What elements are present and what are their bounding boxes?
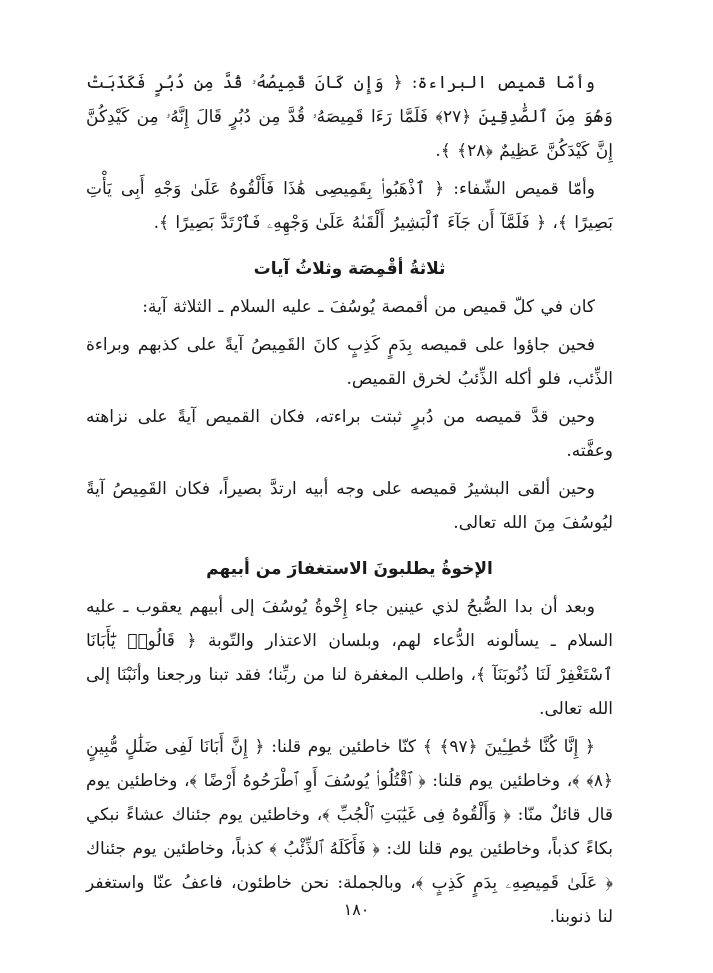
section-heading-brothers-seek-forgiveness: الإخوةُ يطلبونَ الاستغفارَ من أبيهم: [206, 559, 493, 579]
paragraph-second-sign: وحين قدَّ قميصه من دُبرٍ ثبتت براءته، فكان القميص آيةً على نزاهته وعفَّته.: [86, 407, 613, 461]
paragraph-brothers-request: وبعد أن بدا الصُّبحُ لذي عينين جاء إِخْوةُ يُوسُفَ إلى أبيهم يعقوب ـ عليه السلام ـ يسألونه الدُّعاء لهم، وبلسان الاعتذار والتّوبة ﴿ قَالُوا۟ يَٰٓأَبَانَا ٱسْتَغْفِرْ لَنَا ذُنُوبَنَآ ﴾، واطلب المغفرة لنا من ربِّنا؛ فقد تبنا ورجعنا وأنَبْنَا إلى الله تعالى.: [86, 597, 613, 719]
section-heading-three-shirts: ثلاثةُ أقْمِصَة وثلاثُ آيات: [253, 259, 446, 279]
paragraph-shirt-of-innocence: وأمّا قميص البراءة: ﴿ وَإِن كَانَ قَمِيصُهُۥ قُدَّ مِن دُبُرٍ فَكَذَبَتْ وَهُوَ مِنَ ٱلصَّٰدِقِينَ ﴿٢٧﴾ فَلَمَّا رَءَا قَمِيصَهُۥ قُدَّ مِن دُبُرٍ قَالَ إِنَّهُۥ مِن كَيْدِكُنَّ إِنَّ كَيْدَكُنَّ عَظِيمٌ ﴿٢٨﴾ ﴾.: [86, 73, 613, 161]
page-number: ١٨٠: [343, 900, 370, 919]
paragraph-intro-three-signs: كان في كلّ قميص من أقمصة يُوسُفَ ـ عليه السلام ـ الثلاثة آية:: [142, 297, 595, 317]
paragraph-first-sign: فحين جاؤوا على قميصه بِدَمٍ كَذِبٍ كانَ القَمِيصُ آيةً على كذبهم وبراءة الذِّئب، فلو أكله الذِّئبُ لخرق القميص.: [86, 335, 613, 389]
paragraph-brothers-confession: ﴿ إِنَّا كُنَّا خَٰطِـِٔينَ ﴿٩٧﴾ ﴾ كنّا خاطئين يوم قلنا: ﴿ إِنَّ أَبَانَا لَفِى ضَلَٰلٍ مُّبِينٍ ﴿٨﴾ ﴾، وخاطئين يوم قلنا: ﴿ ٱقْتُلُوا۟ يُوسُفَ أَوِ ٱطْرَحُوهُ أَرْضًا ﴾، وخاطئين يوم قال قائلٌ منّا: ﴿ وَأَلْقُوهُ فِى غَيَٰبَتِ ٱلْجُبِّ ﴾، وخاطئين يوم جئناك عشاءً نبكي بكاءً كذباً، وخاطئين يوم قلنا لك: ﴿ فَأَكَلَهُ ٱلذِّئْبُ ﴾ كذباً، وخاطئين يوم جئناك ﴿ عَلَىٰ قَمِيصِهِۦ بِدَمٍ كَذِبٍ ﴾، وبالجملة: نحن خاطئون، فاعفُ عنّا واستغفر لنا ذنوبنا.: [86, 737, 613, 927]
paragraph-third-sign: وحين ألقى البشيرُ قميصه على وجه أبيه ارتدَّ بصيراً، فكان القَمِيصُ آيةً ليُوسُفَ مِنَ الله تعالى.: [86, 479, 613, 533]
paragraph-shirt-of-healing: وأمّا قميص الشّفاء: ﴿ ٱذْهَبُوا۟ بِقَمِيصِى هَٰذَا فَأَلْقُوهُ عَلَىٰ وَجْهِ أَبِى يَأْتِ بَصِيرًا ﴾، ﴿ فَلَمَّآ أَن جَآءَ ٱلْبَشِيرُ أَلْقَىٰهُ عَلَىٰ وَجْهِهِۦ فَٱرْتَدَّ بَصِيرًا ﴾.: [86, 179, 613, 233]
